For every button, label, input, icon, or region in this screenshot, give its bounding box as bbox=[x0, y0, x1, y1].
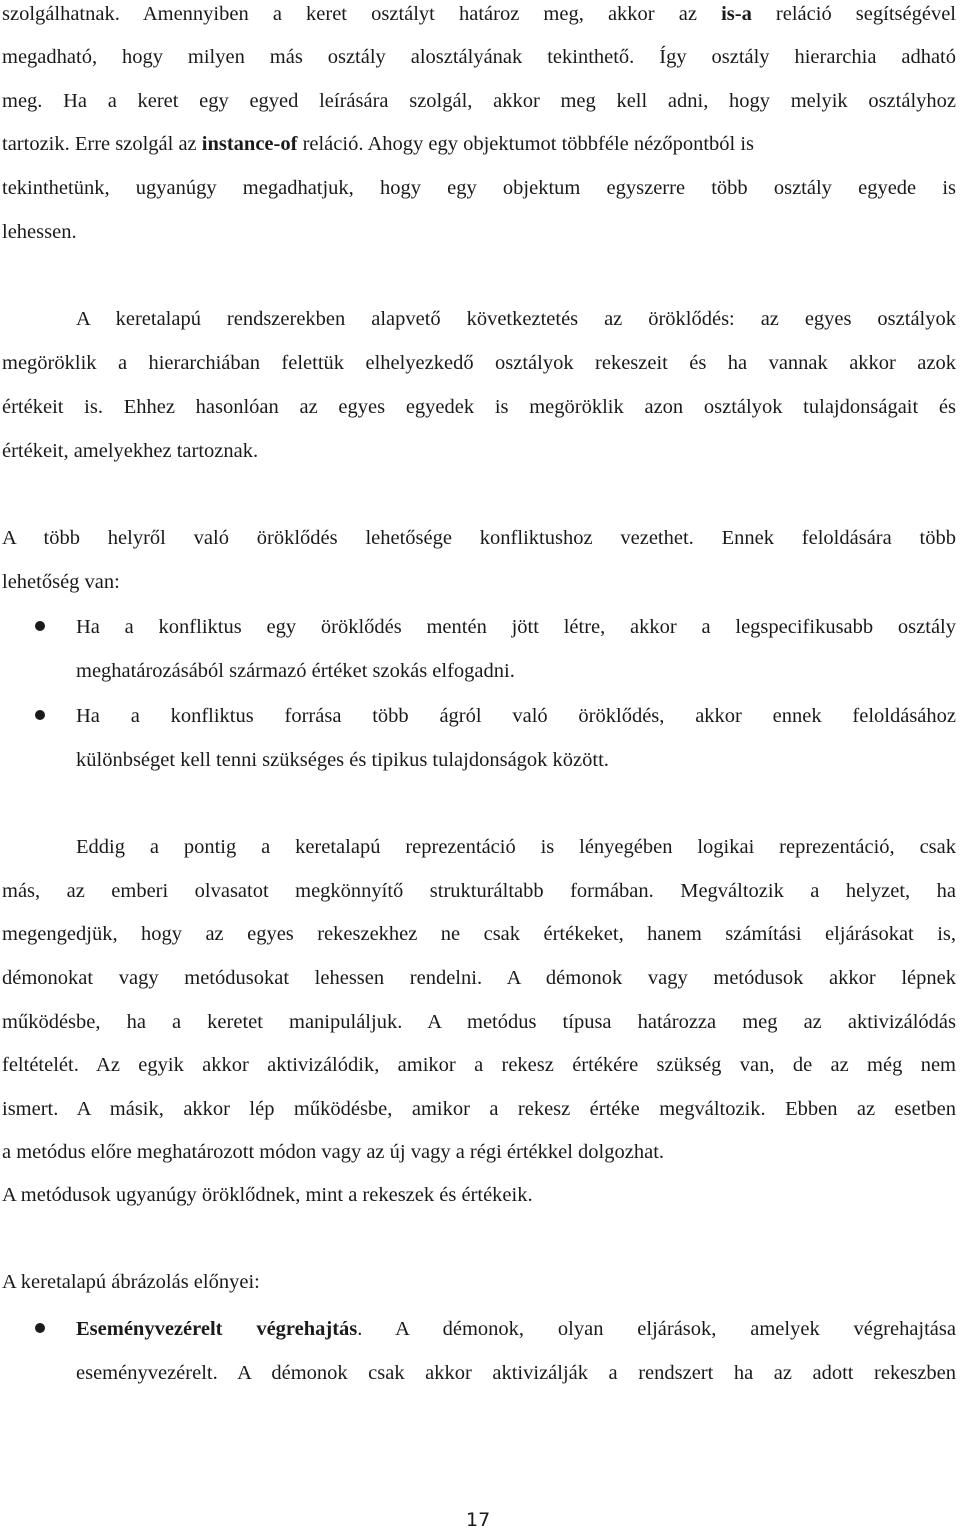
p2-line-2: megöröklik a hierarchiában felettük elhelyezkedő osztályok rekeszeit és ha vannak akkor azok bbox=[2, 352, 956, 374]
keyword-is-a: is-a bbox=[721, 3, 752, 25]
bullet3-line-2: eseményvezérelt. A démonok csak akkor aktivizálják a rendszert ha az adott rekeszben bbox=[76, 1362, 956, 1384]
p2-line-1: A keretalapú rendszerekben alapvető következtetés az öröklődés: az egyes osztályok bbox=[76, 308, 956, 330]
bullet2-line-2: különbséget kell tenni szükséges és tipikus tulajdonságok között. bbox=[76, 749, 609, 771]
bullet1-line-2: meghatározásából származó értéket szokás elfogadni. bbox=[76, 660, 515, 682]
bullet-dot bbox=[35, 621, 45, 631]
text-run: reláció segítségével bbox=[751, 3, 956, 25]
bullet-dot bbox=[35, 1323, 45, 1333]
p4-line-2: más, az emberi olvasatot megkönnyítő strukturáltabb formában. Megváltozik a helyzet, ha bbox=[2, 880, 956, 902]
p4-line-5: működésbe, ha a keretet manipuláljuk. A metódus típusa határozza meg az aktivizálódás bbox=[2, 1011, 956, 1033]
text-run: . A démonok, olyan eljárások, amelyek végrehajtása bbox=[357, 1318, 956, 1340]
p4-line-7: ismert. A másik, akkor lép működésbe, amikor a rekesz értéke megváltozik. Ebben az esetben bbox=[2, 1098, 956, 1120]
text-run: tartozik. Erre szolgál az bbox=[2, 133, 202, 155]
bullet3-line-1 bbox=[76, 1317, 956, 1341]
bullet1-line-1: Ha a konfliktus egy öröklődés mentén jött létre, akkor a legspecifikusabb osztály bbox=[76, 616, 956, 638]
p1-line-1 bbox=[2, 2, 956, 26]
p1-line-3: meg. Ha a keret egy egyed leírására szolgál, akkor meg kell adni, hogy melyik osztályhoz bbox=[2, 90, 956, 112]
p4-line-8: a metódus előre meghatározott módon vagy az új vagy a régi értékkel dolgozhat. bbox=[2, 1141, 665, 1163]
page-number: 17 bbox=[466, 1509, 491, 1531]
bullet2-line-1: Ha a konfliktus forrása több ágról való öröklődés, akkor ennek feloldásához bbox=[76, 705, 956, 727]
p2-line-3: értékeit is. Ehhez hasonlóan az egyes egyedek is megöröklik azon osztályok tulajdonságait és bbox=[2, 396, 956, 418]
keyword-instance-of: instance-of bbox=[201, 133, 298, 155]
p4-line-4: démonokat vagy metódusokat lehessen rendelni. A démonok vagy metódusok akkor lépnek bbox=[2, 967, 956, 989]
p1-line-4 bbox=[2, 132, 754, 156]
p4-line-9: A metódusok ugyanúgy öröklődnek, mint a rekeszek és értékeik. bbox=[2, 1184, 533, 1206]
p4-line-3: megengedjük, hogy az egyes rekeszekhez ne csak értékeket, hanem számítási eljárásokat is, bbox=[2, 923, 956, 945]
bullet-dot bbox=[35, 710, 45, 720]
text-run: szolgálhatnak. Amennyiben a keret osztályt határoz meg, akkor az bbox=[2, 3, 722, 25]
bold-term: Eseményvezérelt végrehajtás bbox=[76, 1318, 358, 1340]
p1-line-2: megadható, hogy milyen más osztály alosztályának tekinthető. Így osztály hierarchia adható bbox=[2, 46, 956, 68]
p4-line-1: Eddig a pontig a keretalapú reprezentáció is lényegében logikai reprezentáció, csak bbox=[76, 836, 956, 858]
p3-line-1: A több helyről való öröklődés lehetősége konfliktushoz vezethet. Ennek feloldására több bbox=[2, 527, 956, 549]
p4-line-6: feltételét. Az egyik akkor aktivizálódik, amikor a rekesz értékére szükség van, de az még nem bbox=[2, 1054, 956, 1076]
p3-line-2: lehetőség van: bbox=[2, 571, 120, 593]
p2-line-4: értékeit, amelyekhez tartoznak. bbox=[2, 440, 259, 462]
p1-line-6: lehessen. bbox=[2, 221, 77, 243]
advantages-heading: A keretalapú ábrázolás előnyei: bbox=[2, 1271, 260, 1293]
text-run: reláció. Ahogy egy objektumot többféle nézőpontból is bbox=[297, 133, 755, 155]
p1-line-5: tekinthetünk, ugyanúgy megadhatjuk, hogy egy objektum egyszerre több osztály egyede is bbox=[2, 177, 956, 199]
